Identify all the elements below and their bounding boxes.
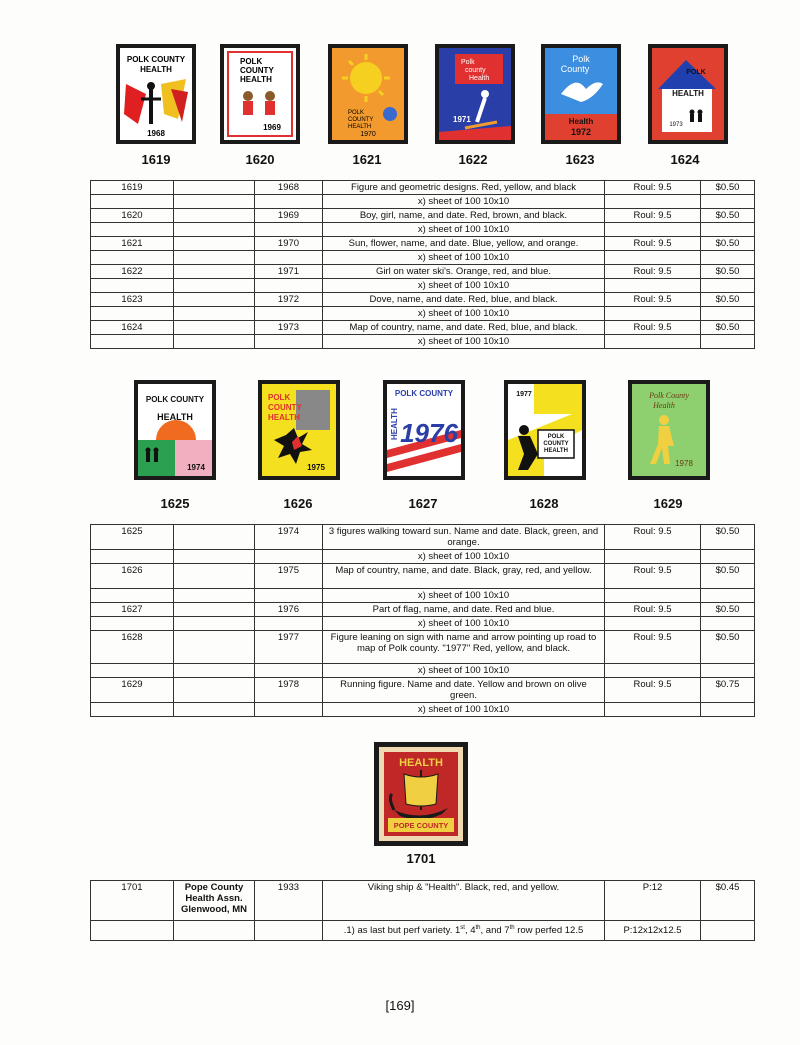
stamp-image-1627 bbox=[383, 380, 465, 480]
stamp-text: HEALTH bbox=[268, 413, 300, 422]
stamp-number: 1626 bbox=[283, 496, 313, 511]
perforation-cell: Roul: 9.5 bbox=[605, 525, 701, 550]
table-row-sheet bbox=[91, 550, 755, 564]
stamp-text: HEALTH bbox=[240, 75, 272, 84]
table-row bbox=[91, 237, 755, 251]
description-cell: Sun, flower, name, and date. Blue, yellow, and orange. bbox=[323, 237, 605, 251]
stamp-text: HEALTH bbox=[390, 408, 399, 440]
table-row-sheet bbox=[91, 251, 755, 265]
issuer-cell bbox=[174, 181, 255, 195]
table-row-sheet bbox=[91, 279, 755, 293]
catalog-number: 1624 bbox=[91, 321, 174, 335]
sheet-cell: x) sheet of 100 10x10 bbox=[323, 617, 605, 631]
table-row bbox=[91, 181, 755, 195]
stamp-number: 1619 bbox=[141, 152, 171, 167]
year-cell: 1970 bbox=[255, 237, 323, 251]
sheet-cell: x) sheet of 100 10x10 bbox=[323, 195, 605, 209]
table-row-sheet bbox=[91, 223, 755, 237]
stamp-image-1619 bbox=[116, 44, 196, 144]
description-cell: 3 figures walking toward sun. Name and date. Black, green, and orange. bbox=[323, 525, 605, 550]
perforation-cell: Roul: 9.5 bbox=[605, 181, 701, 195]
perforation-cell: Roul: 9.5 bbox=[605, 631, 701, 664]
description-cell: Map of country, name, and date. Red, blue, and black. bbox=[323, 321, 605, 335]
catalog-number: 1623 bbox=[91, 293, 174, 307]
catalog-number: 1628 bbox=[91, 631, 174, 664]
stamp-text: POPE COUNTY bbox=[393, 821, 449, 830]
stamp-year: 1977 bbox=[516, 391, 532, 398]
perforation-cell: Roul: 9.5 bbox=[605, 678, 701, 703]
stamp-number: 1622 bbox=[458, 152, 488, 167]
issuer-cell bbox=[174, 293, 255, 307]
stamp-number: 1625 bbox=[160, 496, 190, 511]
stamp-text: POLK bbox=[240, 57, 263, 66]
stamp-text: COUNTY bbox=[543, 441, 569, 447]
issuer-cell bbox=[174, 678, 255, 703]
description-cell: Dove, name, and date. Red, blue, and black. bbox=[323, 293, 605, 307]
stamp-year: 1973 bbox=[669, 122, 683, 128]
stamp-image-1628 bbox=[504, 380, 586, 480]
table-row-sheet bbox=[91, 703, 755, 717]
price-cell: $0.50 bbox=[701, 237, 755, 251]
catalog-table-3 bbox=[90, 880, 755, 941]
stamp-year: 1976 bbox=[400, 418, 458, 448]
catalog-number: 1627 bbox=[91, 603, 174, 617]
catalog-number: 1620 bbox=[91, 209, 174, 223]
perforation-cell: Roul: 9.5 bbox=[605, 237, 701, 251]
stamp-year: 1968 bbox=[147, 129, 165, 138]
stamp-year: 1975 bbox=[307, 463, 325, 472]
price-cell: $0.50 bbox=[701, 209, 755, 223]
perforation-cell: Roul: 9.5 bbox=[605, 265, 701, 279]
table-row-variety bbox=[91, 921, 755, 941]
stamp-text: HEALTH bbox=[348, 124, 372, 130]
price-cell: $0.50 bbox=[701, 603, 755, 617]
sheet-cell: x) sheet of 100 10x10 bbox=[323, 335, 605, 349]
sheet-cell: x) sheet of 100 10x10 bbox=[323, 589, 605, 603]
stamp-image-1622 bbox=[435, 44, 515, 144]
stamp-year: 1972 bbox=[570, 127, 592, 137]
year-cell: 1975 bbox=[255, 564, 323, 589]
table-row-sheet bbox=[91, 589, 755, 603]
table-row-sheet bbox=[91, 664, 755, 678]
stamp-image-1626 bbox=[258, 380, 340, 480]
table-row bbox=[91, 881, 755, 921]
price-cell: $0.50 bbox=[701, 631, 755, 664]
issuer-cell bbox=[174, 881, 255, 921]
stamp-text: COUNTY bbox=[240, 66, 274, 75]
stamp-text: POLK bbox=[268, 393, 291, 402]
price-cell: $0.50 bbox=[701, 265, 755, 279]
table-row bbox=[91, 209, 755, 223]
stamp-image-1623 bbox=[541, 44, 621, 144]
variety-cell: .1) as last but perf variety. 1st, 4th, and 7th row perfed 12.5 bbox=[323, 921, 605, 941]
stamp-text: POLK bbox=[547, 434, 565, 440]
stamp-year: 1974 bbox=[187, 463, 205, 472]
table-row bbox=[91, 525, 755, 550]
catalog-number: 1629 bbox=[91, 678, 174, 703]
issuer-line: Pope County bbox=[184, 882, 244, 893]
perforation-cell: Roul: 9.5 bbox=[605, 209, 701, 223]
catalog-table-2 bbox=[90, 524, 755, 717]
year-cell: 1977 bbox=[255, 631, 323, 664]
catalog-number: 1621 bbox=[91, 237, 174, 251]
issuer-cell bbox=[174, 603, 255, 617]
stamp-image-1624 bbox=[648, 44, 728, 144]
stamp-image-1620 bbox=[220, 44, 300, 144]
stamp-text: HEALTH bbox=[672, 89, 704, 98]
year-cell: 1968 bbox=[255, 181, 323, 195]
perforation-cell: P:12x12x12.5 bbox=[605, 921, 701, 941]
stamp-number: 1628 bbox=[529, 496, 559, 511]
stamp-text: POLK bbox=[348, 110, 365, 116]
stamp-text: HEALTH bbox=[157, 412, 193, 422]
stamp-year: 1969 bbox=[263, 123, 281, 132]
year-cell: 1933 bbox=[255, 881, 323, 921]
stamp-image-1625 bbox=[134, 380, 216, 480]
stamp-text: HEALTH bbox=[544, 448, 568, 454]
price-cell: $0.45 bbox=[701, 881, 755, 921]
table-row bbox=[91, 293, 755, 307]
table-row-sheet bbox=[91, 307, 755, 321]
price-cell: $0.50 bbox=[701, 564, 755, 589]
stamp-text: COUNTY bbox=[268, 403, 302, 412]
year-cell: 1976 bbox=[255, 603, 323, 617]
issuer-cell bbox=[174, 209, 255, 223]
table-row bbox=[91, 678, 755, 703]
year-cell: 1978 bbox=[255, 678, 323, 703]
issuer-cell bbox=[174, 525, 255, 550]
stamp-number: 1629 bbox=[653, 496, 683, 511]
stamp-text: HEALTH bbox=[399, 757, 443, 769]
year-cell: 1971 bbox=[255, 265, 323, 279]
sheet-cell: x) sheet of 100 10x10 bbox=[323, 251, 605, 265]
issuer-line: Health Assn. bbox=[185, 893, 243, 904]
stamp-year: 1978 bbox=[675, 459, 693, 468]
stamp-text: Health bbox=[653, 401, 675, 410]
stamp-text: Polk bbox=[461, 59, 475, 66]
description-cell: Part of flag, name, and date. Red and blue. bbox=[323, 603, 605, 617]
perforation-cell: Roul: 9.5 bbox=[605, 293, 701, 307]
table-row-sheet bbox=[91, 335, 755, 349]
description-cell: Running figure. Name and date. Yellow and brown on olive green. bbox=[323, 678, 605, 703]
year-cell: 1969 bbox=[255, 209, 323, 223]
stamp-text: Health bbox=[568, 117, 594, 126]
stamp-text: County bbox=[560, 64, 590, 74]
stamp-text: POLK COUNTY bbox=[126, 55, 186, 64]
stamp-text: POLK COUNTY bbox=[145, 395, 205, 404]
stamp-text: Polk bbox=[572, 54, 590, 64]
catalog-number: 1626 bbox=[91, 564, 174, 589]
sheet-cell: x) sheet of 100 10x10 bbox=[323, 550, 605, 564]
description-cell: Viking ship & "Health". Black, red, and yellow. bbox=[323, 881, 605, 921]
description-cell: Map of country, name, and date. Black, gray, red, and yellow. bbox=[323, 564, 605, 589]
stamp-number: 1627 bbox=[408, 496, 438, 511]
stamp-year: 1970 bbox=[360, 131, 376, 138]
issuer-line: Glenwood, MN bbox=[181, 904, 247, 915]
table-row bbox=[91, 564, 755, 589]
price-cell: $0.50 bbox=[701, 525, 755, 550]
catalog-table-1 bbox=[90, 180, 755, 349]
sheet-cell: x) sheet of 100 10x10 bbox=[323, 664, 605, 678]
table-row bbox=[91, 603, 755, 617]
stamp-image-1701 bbox=[374, 742, 468, 846]
catalog-number: 1622 bbox=[91, 265, 174, 279]
catalog-number: 1619 bbox=[91, 181, 174, 195]
stamp-text: POLK bbox=[686, 69, 706, 76]
stamp-text: POLK COUNTY bbox=[394, 389, 454, 398]
perforation-cell: Roul: 9.5 bbox=[605, 321, 701, 335]
sheet-cell: x) sheet of 100 10x10 bbox=[323, 703, 605, 717]
stamp-image-1621 bbox=[328, 44, 408, 144]
stamp-number: 1620 bbox=[245, 152, 275, 167]
stamp-image-1629 bbox=[628, 380, 710, 480]
stamp-number: 1621 bbox=[352, 152, 382, 167]
table-row-sheet bbox=[91, 195, 755, 209]
year-cell: 1974 bbox=[255, 525, 323, 550]
issuer-cell bbox=[174, 237, 255, 251]
sheet-cell: x) sheet of 100 10x10 bbox=[323, 307, 605, 321]
table-row-sheet bbox=[91, 617, 755, 631]
perforation-cell: Roul: 9.5 bbox=[605, 564, 701, 589]
stamp-number: 1701 bbox=[406, 851, 436, 866]
stamp-number: 1623 bbox=[565, 152, 595, 167]
page-number: [169] bbox=[385, 998, 415, 1013]
stamp-text: Polk County bbox=[649, 391, 689, 400]
perforation-cell: Roul: 9.5 bbox=[605, 603, 701, 617]
stamp-text: Health bbox=[469, 75, 490, 82]
issuer-cell bbox=[174, 265, 255, 279]
stamp-text: county bbox=[465, 67, 486, 74]
stamp-year: 1971 bbox=[453, 115, 471, 124]
table-row bbox=[91, 265, 755, 279]
table-row bbox=[91, 321, 755, 335]
stamp-text: HEALTH bbox=[140, 65, 172, 74]
year-cell: 1972 bbox=[255, 293, 323, 307]
catalog-number: 1701 bbox=[91, 881, 174, 921]
price-cell: $0.50 bbox=[701, 181, 755, 195]
issuer-cell bbox=[174, 631, 255, 664]
description-cell: Boy, girl, name, and date. Red, brown, and black. bbox=[323, 209, 605, 223]
sheet-cell: x) sheet of 100 10x10 bbox=[323, 223, 605, 237]
issuer-cell bbox=[174, 564, 255, 589]
stamp-text: COUNTY bbox=[348, 117, 374, 123]
perforation-cell: P:12 bbox=[605, 881, 701, 921]
catalog-number: 1625 bbox=[91, 525, 174, 550]
description-cell: Girl on water ski's. Orange, red, and blue. bbox=[323, 265, 605, 279]
issuer-cell bbox=[174, 321, 255, 335]
description-cell: Figure and geometric designs. Red, yellow, and black bbox=[323, 181, 605, 195]
sheet-cell: x) sheet of 100 10x10 bbox=[323, 279, 605, 293]
table-row bbox=[91, 631, 755, 664]
stamp-number: 1624 bbox=[670, 152, 700, 167]
price-cell: $0.50 bbox=[701, 321, 755, 335]
price-cell: $0.50 bbox=[701, 293, 755, 307]
description-cell: Figure leaning on sign with name and arrow pointing up road to map of Polk county. "1977" Red, yellow, and black. bbox=[323, 631, 605, 664]
price-cell: $0.75 bbox=[701, 678, 755, 703]
year-cell: 1973 bbox=[255, 321, 323, 335]
